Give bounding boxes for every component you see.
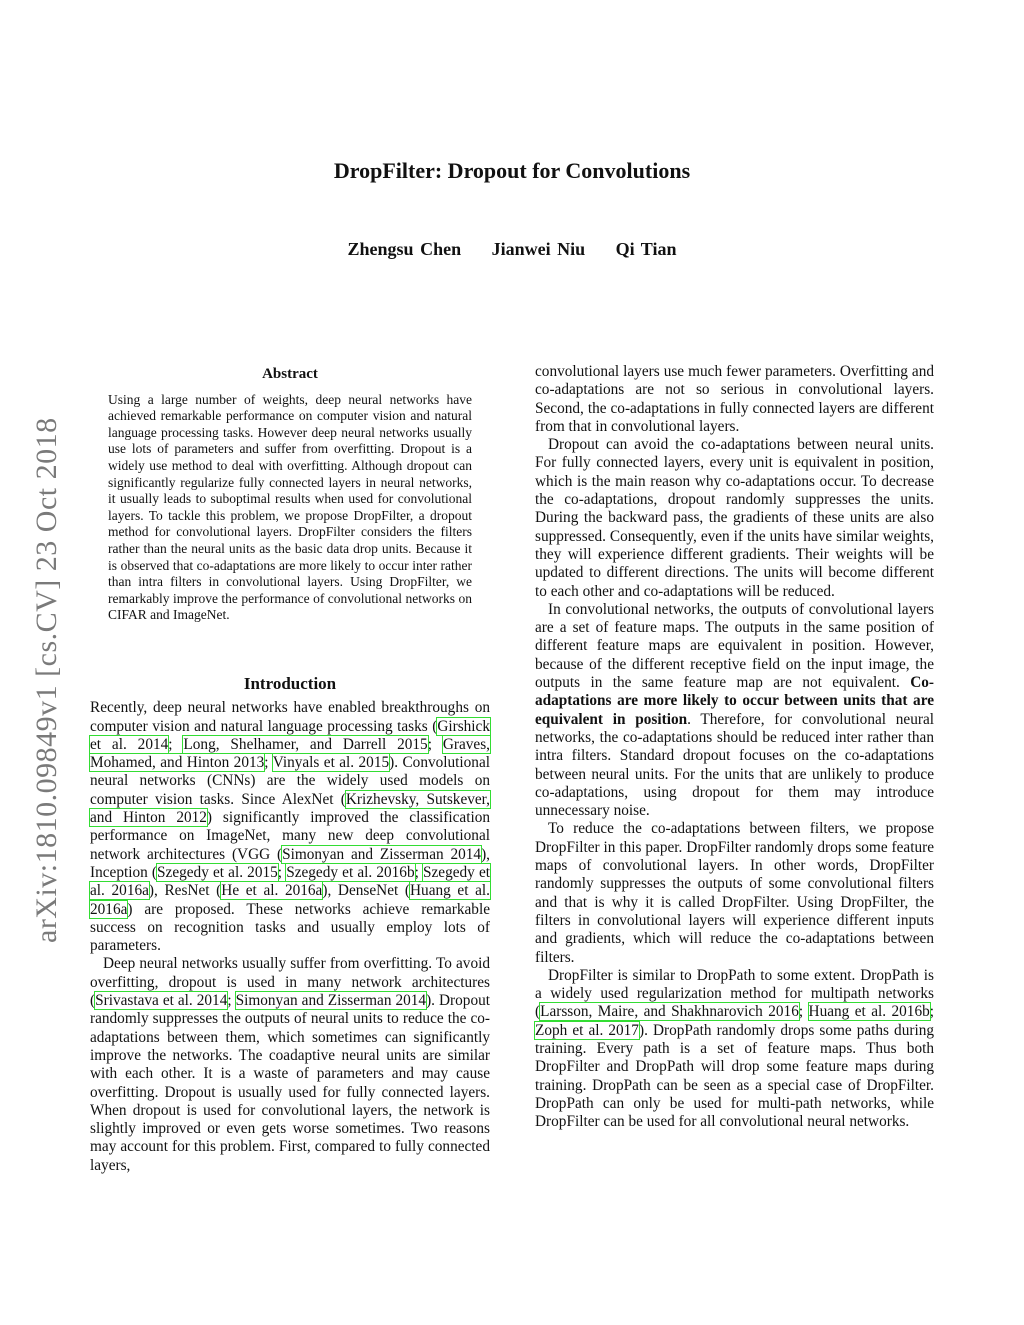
emphasis-text: Co-adaptations are more likely to occur between units that are equivalent in position [535, 674, 934, 728]
citation-link[interactable]: Simonyan and Zisserman 2014 [282, 845, 482, 863]
citation-link[interactable]: Girshick et al. 2014 [90, 717, 490, 753]
paragraph: To reduce the co-adaptations between filters, we propose DropFilter in this paper. DropFilter randomly drops some feature maps of convolutional layers. In other words, DropFilter randomly suppresses the outputs of some convolutional filters and that is why it is called DropFilter. Using DropFilter, the filters in convolutional layers will experience different inputs and gradients, which will reduce the co-adaptations between filters. [535, 820, 934, 966]
right-column [535, 363, 934, 1131]
citation-link[interactable]: Krizhevsky, Sutskever, and Hinton 2012 [90, 790, 490, 827]
citation-link[interactable]: Graves, Mohamed, and Hinton 2013 [90, 735, 490, 772]
paper-title: DropFilter: Dropout for Convolutions [333, 158, 691, 183]
paragraph: Dropout can avoid the co-adaptations between neural units. For fully connected layers, every unit is equivalent in position, which is the main reason why co-adaptations occur. To decrease the co-adaptations, dropout randomly suppresses the units. During the backward pass, the gradients of these units are also suppressed. Consequently, even if the units have similar weights, they will experience different gradients. Their weights will be updated to different directions. The units will become different to each other and co-adaptations will be reduced. [535, 436, 934, 600]
citation-link[interactable]: Huang et al. 2016b [808, 1003, 930, 1021]
citation-link[interactable]: Vinyals et al. 2015 [272, 754, 390, 772]
abstract-text: Using a large number of weights, deep neural networks have achieved remarkable performance on computer vision and natural language processing tasks. However deep neural networks usually use lots of parameters and suffer from overfitting. Dropout is a widely use method to deal with overfitting. Although dropout can significantly regularize fully connected layers in neural networks, it usually leads to suboptimal results when used for convolutional layers. To tackle this problem, we propose DropFilter, a dropout method for convolutional layers. DropFilter considers the filters rather than the neural units as the basic data drop units. Because it is observed that co-adaptations are more likely to occur inter rather than intra filters in convolutional layers. Using DropFilter, we remarkably improve the performance of convolutional networks on CIFAR and ImageNet. [108, 391, 472, 623]
citation-link[interactable]: Larsson, Maire, and Shakhnarovich 2016 [540, 1003, 799, 1021]
paragraph: Recently, deep neural networks have enabled breakthroughs on computer vision and natural language processing tasks (Girshick et al. 2014; Long, Shelhamer, and Darrell 2015; Graves, Mohamed, and Hinton 2013; Vinyals et al. 2015). Convolutional neural networks (CNNs) are the widely used models on computer vision tasks. Since AlexNet (Krizhevsky, Sutskever, and Hinton 2012) significantly improved the classification performance on ImageNet, many new deep convolutional network architectures (VGG (Simonyan and Zisserman 2014), Inception (Szegedy et al. 2015; Szegedy et al. 2016b; Szegedy et al. 2016a), ResNet (He et al. 2016a), DenseNet (Huang et al. 2016a) are proposed. These networks achieve remarkable success on recognition tasks and usually employ lots of parameters. [90, 699, 491, 955]
abstract-section [108, 366, 472, 624]
citation-link[interactable]: He et al. 2016a [221, 882, 323, 900]
citation-link[interactable]: Simonyan and Zisserman 2014 [235, 992, 427, 1010]
paragraph: In convolutional networks, the outputs of convolutional layers are a set of feature maps. The outputs in the same position of different feature maps are equivalent in position. However, because of the different receptive field on the input image, the outputs in the same feature map are not equivalent. Co-adaptations are more likely to occur between units that are equivalent in position. Therefore, for convolutional neural networks, the co-adaptations should be reduced inter rather than intra filters. Standard dropout focuses on the co-adaptations between neural units. For the units that are unlikely to produce co-adaptations, using dropout for them may introduce unnecessary noise. [535, 600, 934, 820]
author-name: Qi Tian [615, 239, 677, 259]
paragraph: DropFilter is similar to DropPath to some extent. DropPath is a widely used regularization method for multipath networks (Larsson, Maire, and Shakhnarovich 2016; Huang et al. 2016b; Zoph et al. 2017). DropPath randomly drops some paths during training. Every path is a set of feature maps. Thus both DropFilter and DropPath will drop some feature maps during training. DropPath can be seen as a special case of DropFilter. DropPath can only be used for multi-path networks, while DropFilter can be used for all convolutional neural networks. [535, 966, 935, 1131]
left-column [90, 675, 490, 1175]
author-name: Jianwei Niu [491, 239, 586, 259]
abstract-heading: Abstract [262, 366, 318, 382]
author-name: Zhengsu Chen [347, 239, 462, 259]
introduction-heading: Introduction [243, 674, 337, 693]
citation-link[interactable]: Szegedy et al. 2016a [90, 863, 491, 900]
author-list [0, 239, 1024, 260]
citation-link[interactable]: Huang et al. 2016a [90, 882, 490, 918]
citation-link[interactable]: Zoph et al. 2017 [535, 1021, 639, 1039]
citation-link[interactable]: Long, Shelhamer, and Darrell 2015 [183, 735, 428, 753]
citation-link[interactable]: Szegedy et al. 2015 [157, 863, 278, 881]
paragraph: Deep neural networks usually suffer from overfitting. To avoid overfitting, dropout is used in many network architectures (Srivastava et al. 2014; Simonyan and Zisserman 2014). Dropout randomly suppresses the outputs of neural units to reduce the co-adaptations between them, which sometimes can significantly improve the networks. The coadaptive neural units are similar with each other. It is a waste of parameters and may cause overfitting. Dropout is usually used for fully connected layers. When dropout is used for convolutional layers, the network is slightly improved or even gets worse sometimes. Two reasons may account for this problem. First, compared to fully connected layers, [90, 955, 490, 1174]
citation-link[interactable]: Srivastava et al. 2014 [95, 992, 228, 1010]
arxiv-identifier: arXiv:1810.09849v1 [cs.CV] 23 Oct 2018 [30, 417, 63, 943]
paragraph-continuation: convolutional layers use much fewer parameters. Overfitting and co-adaptations are not so serious in convolutional layers. Second, the co-adaptations in fully connected layers are different from that in convolutional layers. [535, 363, 934, 435]
citation-link[interactable]: Szegedy et al. 2016b [286, 863, 415, 881]
